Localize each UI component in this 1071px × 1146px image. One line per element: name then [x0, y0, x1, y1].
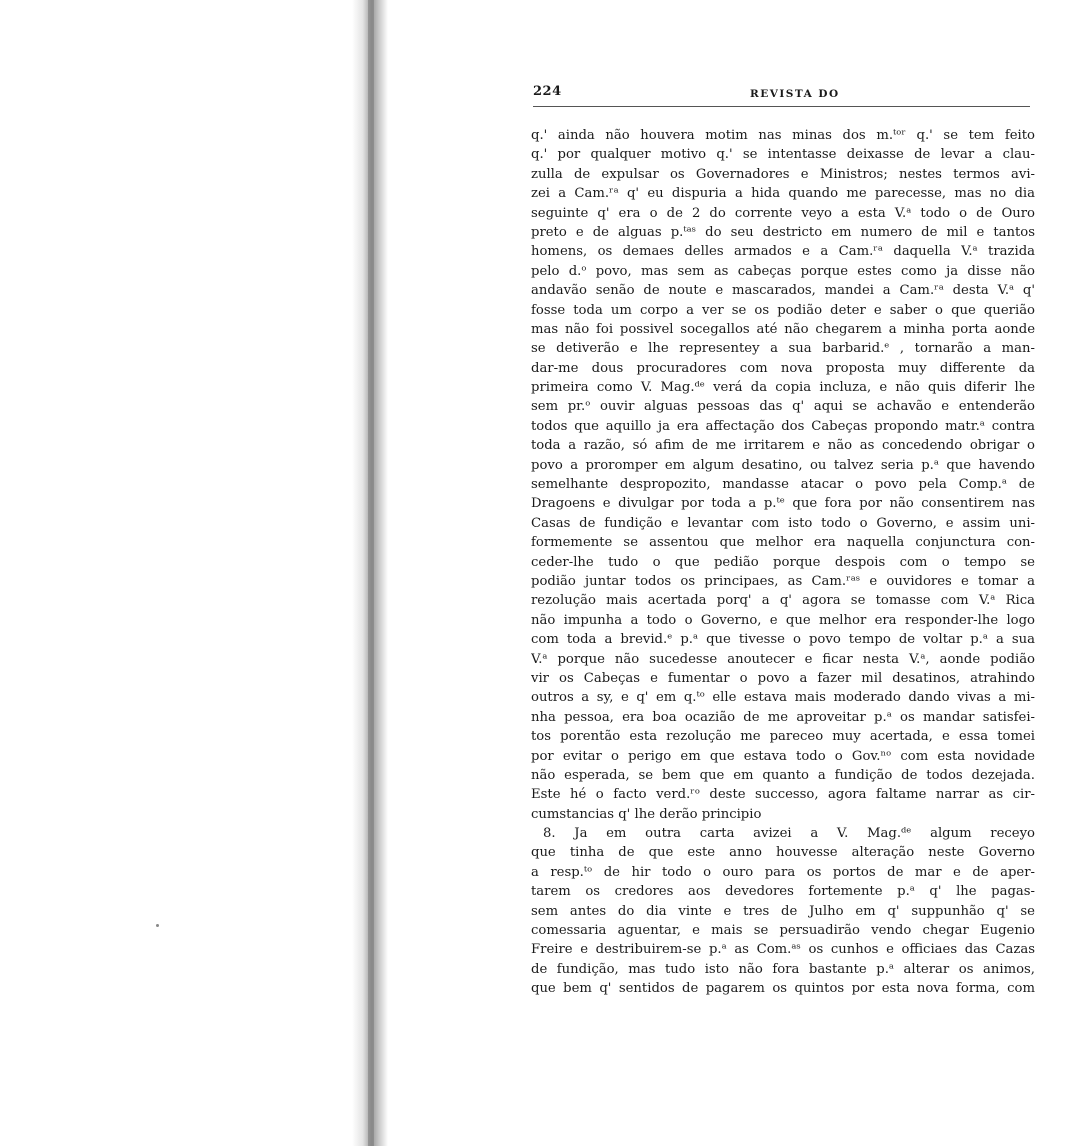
text-line: zei a Cam.ʳᵃ q' eu dispuria a hida quando me parecesse, mas no dia	[531, 186, 1035, 202]
text-line: que bem q' sentidos de pagarem os quintos por esta nova forma, com	[531, 981, 1035, 997]
text-line: sem pr.ᵒ ouvir alguas pessoas das q' aqui se achavão e entenderão	[531, 399, 1035, 415]
book-spine-line	[368, 0, 374, 1146]
text-line: se detiverão e lhe representey a sua barbarid.ᵉ , tornarão a man-	[531, 341, 1035, 357]
text-line: mas não foi possivel socegallos até não chegarem a minha porta aonde	[531, 321, 1035, 337]
text-line: Este hé o facto verd.ʳᵒ deste successo, agora faltame narrar as cir-	[531, 787, 1035, 803]
text-line: todos que aquillo ja era affectação dos Cabeças propondo matr.ᵃ contra	[531, 418, 1035, 434]
text-line: por evitar o perigo em que estava todo o Gov.ⁿᵒ com esta novidade	[531, 748, 1035, 764]
text-line: não impunha a todo o Governo, e que melhor era responder-lhe logo	[531, 612, 1035, 628]
text-line: comessaria aguentar, e mais se persuadirão vendo chegar Eugenio	[531, 923, 1035, 939]
text-line: vir os Cabeças e fumentar o povo a fazer mil desatinos, atrahindo	[531, 670, 1035, 686]
text-line: formemente se assentou que melhor era naquella conjunctura con-	[531, 535, 1035, 551]
text-line: outros a sy, e q' em q.ᵗᵒ elle estava mais moderado dando vivas a mi-	[531, 690, 1035, 706]
text-line: toda a razão, só afim de me irritarem e não as concedendo obrigar o	[531, 438, 1035, 454]
text-line: podião juntar todos os principaes, as Cam.ʳᵃˢ e ouvidores e tomar a	[531, 573, 1035, 589]
text-line: semelhante despropozito, mandasse atacar o povo pela Comp.ᵃ de	[531, 477, 1035, 493]
text-line: com toda a brevid.ᵉ p.ᵃ que tivesse o povo tempo de voltar p.ᵃ a sua	[531, 632, 1035, 648]
text-line: que tinha de que este anno houvesse alteração neste Governo	[531, 845, 1035, 861]
text-line: preto e de alguas p.ᵗᵃˢ do seu destricto em numero de mil e tantos	[531, 224, 1035, 240]
text-line: q.' por qualquer motivo q.' se intentasse deixasse de levar a clau-	[531, 147, 1035, 163]
text-line: zulla de expulsar os Governadores e Ministros; nestes termos avi-	[531, 166, 1035, 182]
text-line: Freire e destribuirem-se p.ᵃ as Com.ᵃˢ os cunhos e officiaes das Cazas	[531, 942, 1035, 958]
text-line: a resp.ᵗᵒ de hir todo o ouro para os portos de mar e de aper-	[531, 864, 1035, 880]
text-line: de fundição, mas tudo isto não fora bastante p.ᵃ alterar os animos,	[531, 961, 1035, 977]
running-title: REVISTA DO	[750, 88, 840, 100]
page-number: 224	[533, 84, 562, 99]
text-line: cumstancias q' lhe derão principio	[531, 806, 762, 822]
text-line: pelo d.ᵒ povo, mas sem as cabeças porque estes como ja disse não	[531, 263, 1035, 279]
text-line: nha pessoa, era boa ocazião de me aproveitar p.ᵃ os mandar satisfei-	[531, 709, 1035, 725]
text-line: ceder-lhe tudo o que pedião porque despois com o tempo se	[531, 554, 1035, 570]
text-line: povo a proromper em algum desatino, ou talvez seria p.ᵃ que havendo	[531, 457, 1035, 473]
text-line: primeira como V. Mag.ᵈᵉ verá da copia incluza, e não quis diferir lhe	[531, 380, 1035, 396]
text-line: V.ᵃ porque não sucedesse anoutecer e ficar nesta V.ᵃ, aonde podião	[531, 651, 1035, 667]
text-line: tos porentão esta rezolução me pareceo muy acertada, e essa tomei	[531, 729, 1035, 745]
text-line: homens, os demaes delles armados e a Cam.ʳᵃ daquella V.ᵃ trazida	[531, 244, 1035, 260]
paragraph-start-line: 8. Ja em outra carta avizei a V. Mag.ᵈᵉ algum receyo	[543, 826, 1035, 842]
page-header	[533, 84, 1030, 107]
scan-speck	[156, 924, 159, 927]
text-line: andavão senão de noute e mascarados, mandei a Cam.ʳᵃ desta V.ᵃ q'	[531, 283, 1035, 299]
text-line: Casas de fundição e levantar com isto todo o Governo, e assim uni-	[531, 515, 1035, 531]
text-line: q.' ainda não houvera motim nas minas dos m.ᵗᵒʳ q.' se tem feito	[531, 128, 1035, 143]
text-line: rezolução mais acertada porq' a q' agora se tomasse com V.ᵃ Rica	[531, 593, 1035, 609]
text-line: Dragoens e divulgar por toda a p.ᵗᵉ que fora por não consentirem nas	[531, 496, 1035, 512]
text-line: tarem os credores aos devedores fortemente p.ᵃ q' lhe pagas-	[531, 884, 1035, 900]
body-text	[531, 126, 1035, 999]
text-line: seguinte q' era o de 2 do corrente veyo a esta V.ᵃ todo o de Ouro	[531, 205, 1035, 221]
text-line: dar-me dous procuradores com nova proposta muy differente da	[531, 360, 1035, 376]
text-line: fosse toda um corpo a ver se os podião deter e saber o que querião	[531, 302, 1035, 318]
text-line: sem antes do dia vinte e tres de Julho em q' suppunhão q' se	[531, 903, 1035, 919]
text-line: não esperada, se bem que em quanto a fundição de todos dezejada.	[531, 767, 1035, 783]
